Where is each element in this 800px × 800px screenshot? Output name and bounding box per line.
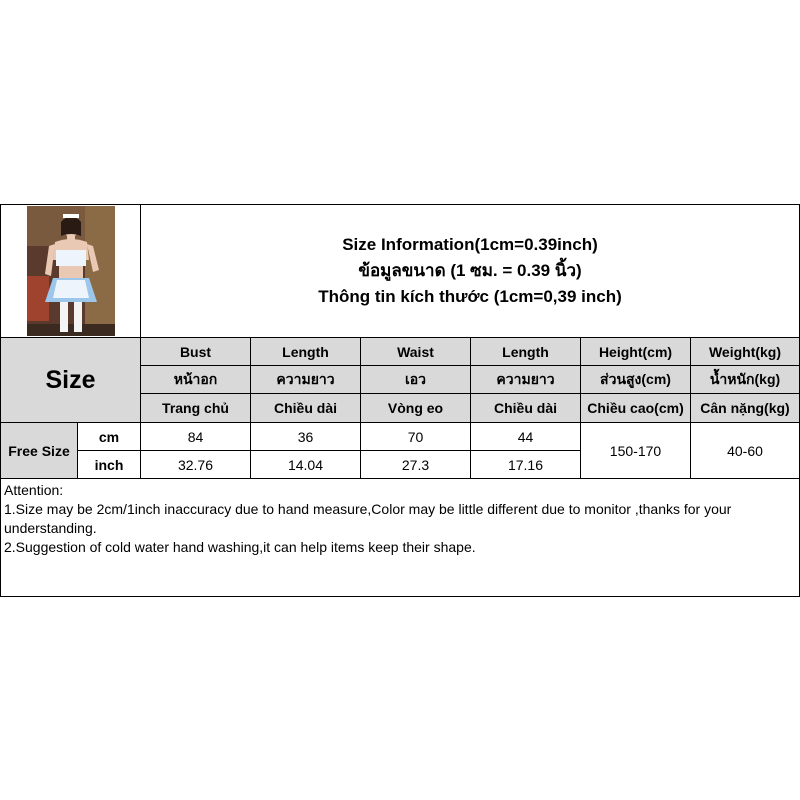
- size-information-header: [140, 204, 800, 338]
- info-line-thai: ข้อมูลขนาด (1 ซม. = 0.39 นิ้ว): [358, 261, 582, 280]
- attention-notes: [0, 478, 800, 597]
- height-range-value: 150-170: [580, 422, 691, 479]
- info-line-vietnamese: Thông tin kích thước (1cm=0,39 inch): [318, 287, 622, 306]
- cm-value-length2: 44: [470, 422, 581, 451]
- weight-range-value: 40-60: [690, 422, 800, 479]
- inch-value-length2: 17.16: [470, 450, 581, 479]
- attention-note-2: 2.Suggestion of cold water hand washing,it can help items keep their shape.: [4, 539, 476, 555]
- model-photo-icon: [27, 206, 115, 336]
- header-length2-vi: Chiều dài: [470, 393, 581, 423]
- header-bust-en: Bust: [140, 337, 251, 366]
- header-waist-th: เอว: [360, 365, 471, 394]
- info-line-english: Size Information(1cm=0.39inch): [342, 235, 598, 254]
- inch-value-bust: 32.76: [140, 450, 251, 479]
- header-weight-th: น้ำหนัก(kg): [690, 365, 800, 394]
- attention-title: Attention:: [4, 482, 64, 498]
- inch-value-waist: 27.3: [360, 450, 471, 479]
- header-waist-en: Waist: [360, 337, 471, 366]
- header-waist-vi: Vòng eo: [360, 393, 471, 423]
- header-height-en: Height(cm): [580, 337, 691, 366]
- cm-value-length: 36: [250, 422, 361, 451]
- header-length-th: ความยาว: [250, 365, 361, 394]
- header-height-vi: Chiều cao(cm): [580, 393, 691, 423]
- header-bust-th: หน้าอก: [140, 365, 251, 394]
- header-weight-vi: Cân nặng(kg): [690, 393, 800, 423]
- header-length2-th: ความยาว: [470, 365, 581, 394]
- free-size-label: Free Size: [0, 422, 78, 479]
- size-label: Size: [0, 337, 141, 423]
- header-weight-en: Weight(kg): [690, 337, 800, 366]
- unit-cm-label: cm: [77, 422, 141, 451]
- header-length-vi: Chiều dài: [250, 393, 361, 423]
- header-bust-vi: Trang chủ: [140, 393, 251, 423]
- cm-value-bust: 84: [140, 422, 251, 451]
- header-height-th: ส่วนสูง(cm): [580, 365, 691, 394]
- cm-value-waist: 70: [360, 422, 471, 451]
- product-photo: [0, 204, 141, 338]
- unit-inch-label: inch: [77, 450, 141, 479]
- header-length-en: Length: [250, 337, 361, 366]
- header-length2-en: Length: [470, 337, 581, 366]
- attention-note-1: 1.Size may be 2cm/1inch inaccuracy due to hand measure,Color may be little different due to monitor ,thanks for your understanding.: [4, 501, 732, 536]
- size-chart: [0, 204, 800, 597]
- inch-value-length: 14.04: [250, 450, 361, 479]
